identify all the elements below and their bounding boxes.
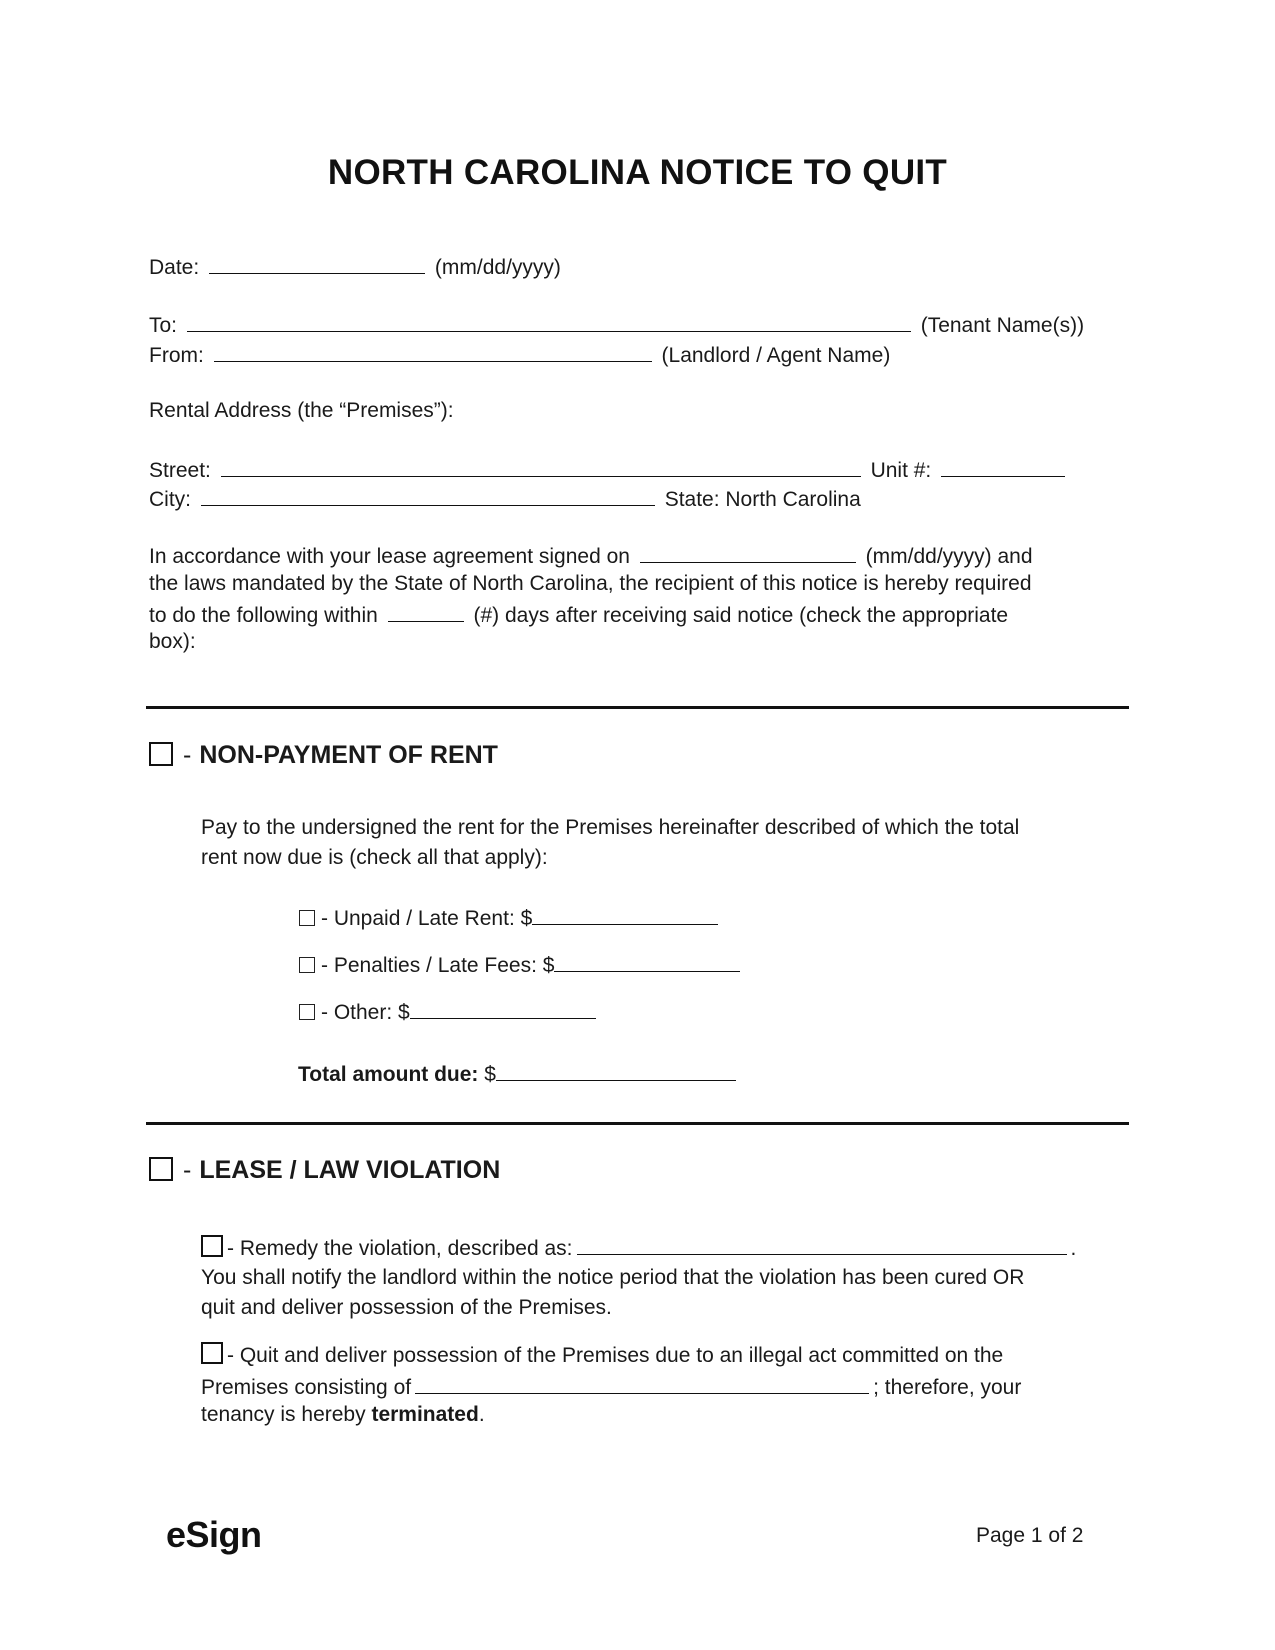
violation-description-field[interactable] — [577, 1235, 1067, 1255]
remedy-period: . — [1070, 1237, 1077, 1260]
quit-text: ; therefore, your — [873, 1376, 1022, 1399]
other-field[interactable] — [410, 999, 596, 1019]
other-checkbox[interactable] — [299, 1004, 315, 1020]
intro-text: (mm/dd/yyyy) and — [865, 545, 1033, 568]
intro-text: (#) days after receiving said notice (check the appropriate — [473, 604, 1009, 627]
total-due-field[interactable] — [496, 1061, 736, 1081]
dash: - — [183, 741, 192, 769]
late-fees-field[interactable] — [554, 952, 740, 972]
to-label: To: — [149, 314, 178, 337]
from-hint: (Landlord / Agent Name) — [661, 344, 891, 367]
intro-line-2: the laws mandated by the State of North Carolina, the recipient of this notice is hereby required — [149, 572, 1032, 595]
unit-field[interactable] — [941, 457, 1065, 477]
total-due-label: Total amount due: — [298, 1063, 479, 1086]
quit-checkbox[interactable] — [201, 1342, 223, 1364]
remedy-line-3: quit and deliver possession of the Premises. — [201, 1296, 612, 1319]
from-label: From: — [149, 344, 204, 367]
late-fees-item — [299, 952, 744, 976]
street-row — [149, 457, 1069, 481]
document-title: NORTH CAROLINA NOTICE TO QUIT — [327, 153, 948, 192]
quit-text: Premises consisting of — [201, 1376, 412, 1399]
remedy-checkbox[interactable] — [201, 1235, 223, 1257]
illegal-act-field[interactable] — [415, 1374, 869, 1394]
total-due-currency: $ — [484, 1063, 496, 1086]
landlord-name-field[interactable] — [214, 342, 652, 362]
city-label: City: — [149, 488, 191, 511]
nonpayment-line-1: Pay to the undersigned the rent for the Premises hereinafter described of which the total — [201, 816, 1020, 839]
nonpayment-line-2: rent now due is (check all that apply): — [201, 846, 548, 869]
intro-line-4: box): — [149, 630, 196, 653]
remedy-text: - Remedy the violation, described as: — [227, 1237, 573, 1260]
total-due-row — [298, 1061, 740, 1085]
city-row — [149, 486, 861, 510]
lease-signed-date-field[interactable] — [640, 543, 856, 563]
divider — [146, 706, 1129, 709]
city-field[interactable] — [201, 486, 655, 506]
quit-period: . — [478, 1403, 485, 1426]
intro-text: In accordance with your lease agreement signed on — [149, 545, 630, 568]
from-row — [149, 342, 890, 366]
page-number: Page 1 of 2 — [976, 1524, 1084, 1547]
to-hint: (Tenant Name(s)) — [920, 314, 1085, 337]
days-field[interactable] — [388, 602, 464, 622]
dash: - — [183, 1156, 192, 1184]
date-row — [149, 254, 561, 278]
unpaid-rent-field[interactable] — [532, 905, 718, 925]
unpaid-rent-checkbox[interactable] — [299, 910, 315, 926]
date-hint: (mm/dd/yyyy) — [434, 256, 561, 279]
tenant-name-field[interactable] — [187, 312, 911, 332]
unpaid-rent-label: - Unpaid / Late Rent: $ — [321, 907, 533, 930]
esign-logo: eSign — [166, 1514, 262, 1555]
other-item — [299, 999, 600, 1023]
late-fees-checkbox[interactable] — [299, 957, 315, 973]
terminated-text: terminated — [371, 1403, 479, 1426]
rental-address-heading: Rental Address (the “Premises”): — [149, 399, 454, 422]
nonpayment-heading: NON-PAYMENT OF RENT — [199, 741, 498, 769]
remedy-line-1 — [201, 1235, 1076, 1259]
quit-text: - Quit and deliver possession of the Premises due to an illegal act committed on the — [227, 1344, 1004, 1367]
intro-line-1 — [149, 543, 1033, 567]
to-row — [149, 312, 1084, 336]
date-field[interactable] — [209, 254, 425, 274]
unit-label: Unit #: — [870, 459, 932, 482]
remedy-line-2: You shall notify the landlord within the notice period that the violation has been cured OR — [201, 1266, 1025, 1289]
intro-line-3 — [149, 602, 1008, 626]
intro-text: to do the following within — [149, 604, 378, 627]
late-fees-label: - Penalties / Late Fees: $ — [321, 954, 555, 977]
quit-text: tenancy is hereby — [201, 1403, 366, 1426]
date-label: Date: — [149, 256, 200, 279]
nonpayment-heading-row — [149, 741, 498, 770]
street-field[interactable] — [221, 457, 861, 477]
nonpayment-checkbox[interactable] — [149, 742, 173, 766]
violation-checkbox[interactable] — [149, 1157, 173, 1181]
street-label: Street: — [149, 459, 211, 482]
quit-line-3 — [201, 1404, 485, 1425]
other-label: - Other: $ — [321, 1001, 410, 1024]
violation-heading-row — [149, 1156, 500, 1185]
divider — [146, 1122, 1129, 1125]
unpaid-rent-item — [299, 905, 722, 929]
violation-heading: LEASE / LAW VIOLATION — [199, 1156, 501, 1184]
state-text: State: North Carolina — [664, 488, 861, 511]
quit-line-1 — [201, 1342, 1003, 1366]
quit-line-2 — [201, 1374, 1021, 1398]
